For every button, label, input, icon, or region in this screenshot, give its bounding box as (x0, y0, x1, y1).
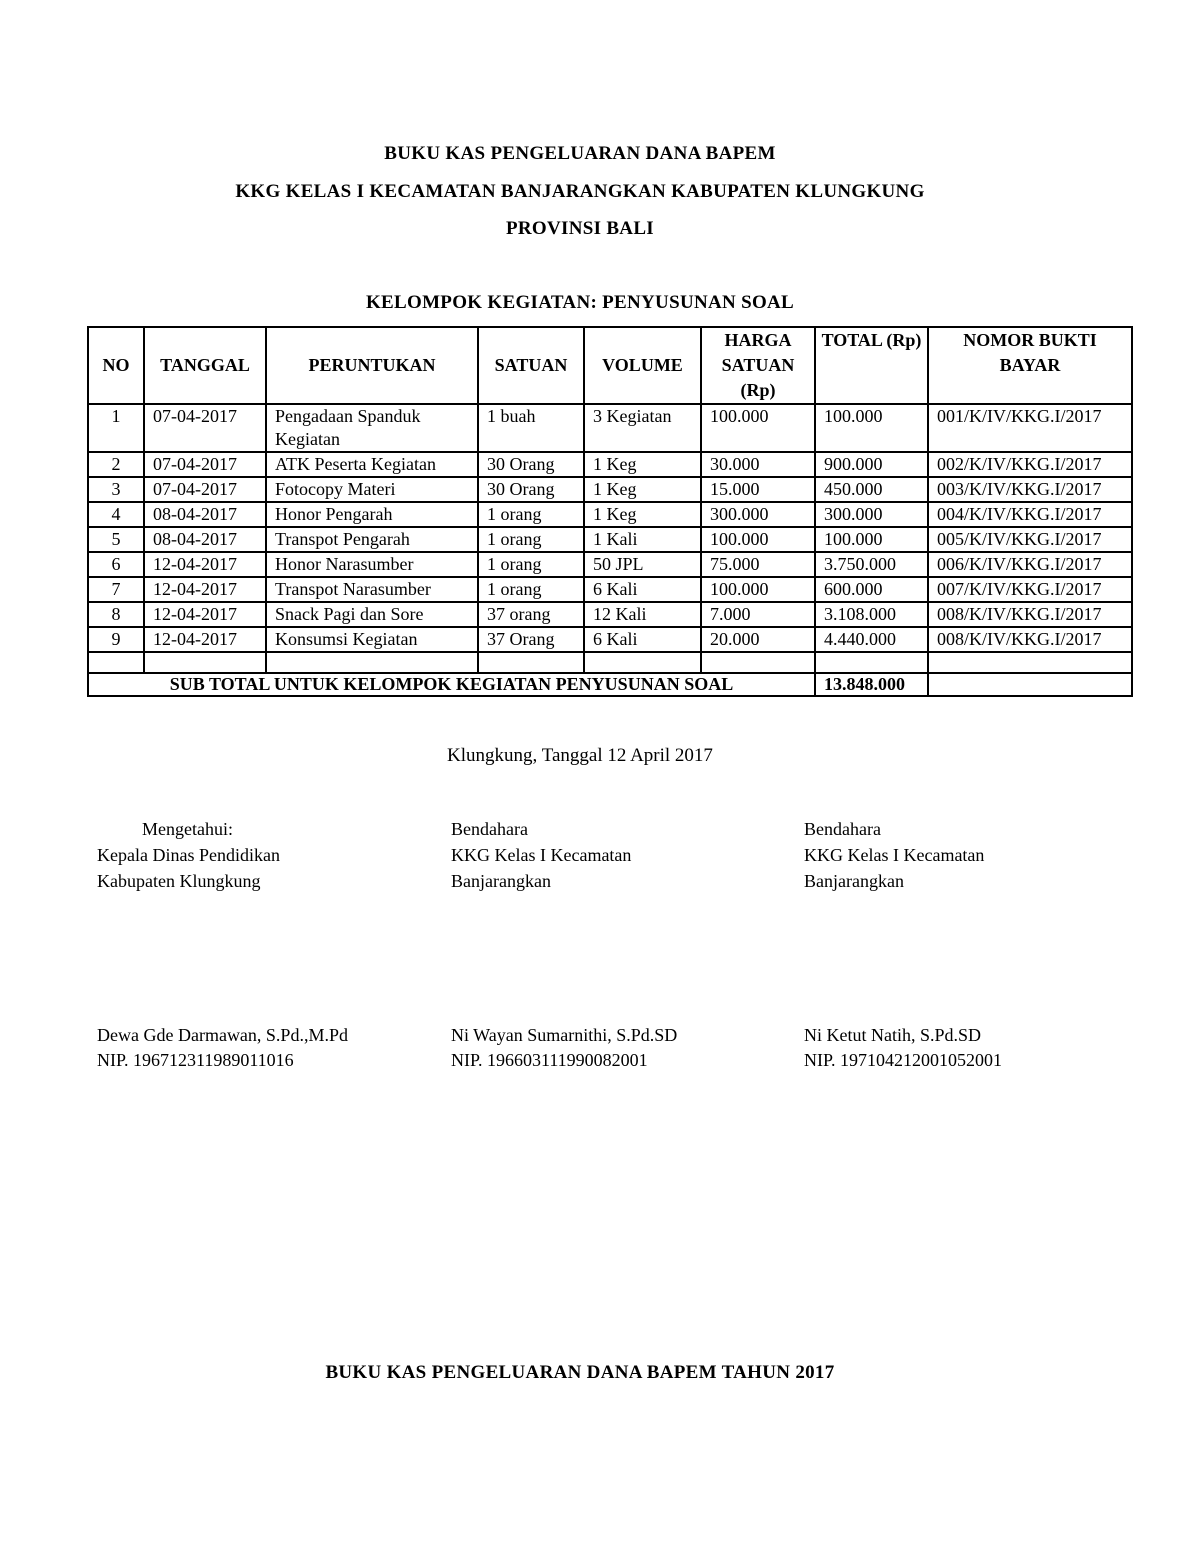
cell-satuan: 37 orang (478, 602, 584, 627)
col-header-volume: VOLUME (584, 327, 701, 404)
signature-block-bendahara-2 (804, 816, 984, 894)
cell-no: 9 (88, 627, 144, 652)
signatory-nip: NIP. 197104212001052001 (804, 1050, 1003, 1070)
cell-satuan: 1 orang (478, 552, 584, 577)
cell-peruntukan: Konsumsi Kegiatan (266, 627, 478, 652)
signature-role-line3: Banjarangkan (804, 871, 904, 891)
activity-group-title: KELOMPOK KEGIATAN: PENYUSUNAN SOAL (365, 292, 795, 313)
table-header-row (88, 327, 1132, 404)
cell-no: 6 (88, 552, 144, 577)
cell-nomor-bukti: 008/K/IV/KKG.I/2017 (928, 627, 1132, 652)
cell-harga-satuan: 15.000 (701, 477, 815, 502)
signature-role-line2: KKG Kelas I Kecamatan (804, 845, 985, 865)
cell-satuan: 1 buah (478, 404, 584, 452)
signature-block-kepala-dinas (97, 816, 280, 894)
cell-tanggal: 12-04-2017 (144, 552, 266, 577)
cell-peruntukan: ATK Peserta Kegiatan (266, 452, 478, 477)
signatory-name: Ni Ketut Natih, S.Pd.SD (804, 1025, 982, 1045)
signature-role-line1: Bendahara (451, 819, 528, 839)
cell-no: 4 (88, 502, 144, 527)
cell-total: 4.440.000 (815, 627, 928, 652)
table-row-empty (88, 652, 1132, 673)
expense-table (87, 326, 1133, 697)
cell-volume: 12 Kali (584, 602, 701, 627)
cell-tanggal: 07-04-2017 (144, 404, 266, 452)
col-header-no: NO (88, 327, 144, 404)
signature-role-line3: Banjarangkan (451, 871, 551, 891)
cell-total: 3.108.000 (815, 602, 928, 627)
cell-harga-satuan: 7.000 (701, 602, 815, 627)
cell-nomor-bukti: 005/K/IV/KKG.I/2017 (928, 527, 1132, 552)
cell-volume: 1 Kali (584, 527, 701, 552)
cell-nomor-bukti: 001/K/IV/KKG.I/2017 (928, 404, 1132, 452)
cell-peruntukan: Honor Pengarah (266, 502, 478, 527)
signatory-bendahara-2 (804, 1023, 1002, 1073)
col-header-satuan: SATUAN (478, 327, 584, 404)
cell-no: 2 (88, 452, 144, 477)
cell-harga-satuan: 100.000 (701, 527, 815, 552)
cell-no: 3 (88, 477, 144, 502)
cell-tanggal: 08-04-2017 (144, 502, 266, 527)
table-row (88, 552, 1132, 577)
cell-total: 450.000 (815, 477, 928, 502)
signatory-name: Dewa Gde Darmawan, S.Pd.,M.Pd (97, 1025, 348, 1045)
signature-role-line2: Kepala Dinas Pendidikan (97, 845, 280, 865)
table-row (88, 527, 1132, 552)
cell-volume: 1 Keg (584, 477, 701, 502)
cell-no: 8 (88, 602, 144, 627)
cell-no: 7 (88, 577, 144, 602)
cell-nomor-bukti: 007/K/IV/KKG.I/2017 (928, 577, 1132, 602)
cell-nomor-bukti: 002/K/IV/KKG.I/2017 (928, 452, 1132, 477)
cell-tanggal: 08-04-2017 (144, 527, 266, 552)
cell-nomor-bukti: 004/K/IV/KKG.I/2017 (928, 502, 1132, 527)
cell-volume: 1 Keg (584, 452, 701, 477)
cell-volume: 3 Kegiatan (584, 404, 701, 452)
cell-no: 5 (88, 527, 144, 552)
cell-satuan: 1 orang (478, 527, 584, 552)
signatory-name: Ni Wayan Sumarnithi, S.Pd.SD (451, 1025, 678, 1045)
col-header-peruntukan: PERUNTUKAN (266, 327, 478, 404)
footer-title: BUKU KAS PENGELUARAN DANA BAPEM TAHUN 2017 (325, 1362, 835, 1383)
cell-satuan: 37 Orang (478, 627, 584, 652)
cell-tanggal: 12-04-2017 (144, 627, 266, 652)
doc-title: BUKU KAS PENGELUARAN DANA BAPEM (384, 143, 776, 164)
cell-tanggal: 07-04-2017 (144, 452, 266, 477)
cell-harga-satuan: 20.000 (701, 627, 815, 652)
table-row (88, 577, 1132, 602)
cell-peruntukan: Snack Pagi dan Sore (266, 602, 478, 627)
signature-role-line2: KKG Kelas I Kecamatan (451, 845, 632, 865)
subtotal-label: SUB TOTAL UNTUK KELOMPOK KEGIATAN PENYUSUNAN SOAL (88, 673, 815, 696)
table-row (88, 502, 1132, 527)
cell-total: 3.750.000 (815, 552, 928, 577)
col-header-tanggal: TANGGAL (144, 327, 266, 404)
col-header-total: TOTAL (Rp) (815, 327, 928, 404)
cell-peruntukan: Honor Narasumber (266, 552, 478, 577)
signature-role-line3: Kabupaten Klungkung (97, 871, 261, 891)
cell-harga-satuan: 300.000 (701, 502, 815, 527)
table-row (88, 477, 1132, 502)
cell-harga-satuan: 100.000 (701, 404, 815, 452)
cell-nomor-bukti: 008/K/IV/KKG.I/2017 (928, 602, 1132, 627)
signatory-nip: NIP. 196712311989011016 (97, 1050, 294, 1070)
cell-peruntukan: Transpot Pengarah (266, 527, 478, 552)
cell-total: 100.000 (815, 404, 928, 452)
cell-total: 900.000 (815, 452, 928, 477)
cell-volume: 1 Keg (584, 502, 701, 527)
cell-harga-satuan: 100.000 (701, 577, 815, 602)
subtotal-value: 13.848.000 (815, 673, 928, 696)
cell-volume: 6 Kali (584, 577, 701, 602)
cell-total: 600.000 (815, 577, 928, 602)
cell-peruntukan: Fotocopy Materi (266, 477, 478, 502)
signatory-nip: NIP. 196603111990082001 (451, 1050, 648, 1070)
doc-province: PROVINSI BALI (505, 218, 654, 239)
col-header-nomor-bukti: NOMOR BUKTI BAYAR (928, 327, 1132, 404)
table-row (88, 627, 1132, 652)
cell-satuan: 30 Orang (478, 452, 584, 477)
signature-role-line1: Bendahara (804, 819, 881, 839)
doc-subtitle: KKG KELAS I KECAMATAN BANJARANGKAN KABUPATEN KLUNGKUNG (235, 181, 925, 202)
cell-harga-satuan: 75.000 (701, 552, 815, 577)
cell-satuan: 1 orang (478, 577, 584, 602)
signatory-kepala-dinas (97, 1023, 348, 1073)
cell-total: 300.000 (815, 502, 928, 527)
cell-volume: 6 Kali (584, 627, 701, 652)
cell-nomor-bukti: 006/K/IV/KKG.I/2017 (928, 552, 1132, 577)
cell-no: 1 (88, 404, 144, 452)
subtotal-empty-cell (928, 673, 1132, 696)
cell-total: 100.000 (815, 527, 928, 552)
signature-role-line1: Mengetahui: (142, 819, 233, 839)
cell-peruntukan: Transpot Narasumber (266, 577, 478, 602)
place-date: Klungkung, Tanggal 12 April 2017 (447, 745, 713, 766)
cell-tanggal: 07-04-2017 (144, 477, 266, 502)
cell-tanggal: 12-04-2017 (144, 577, 266, 602)
table-row (88, 602, 1132, 627)
col-header-harga-satuan: HARGA SATUAN (Rp) (701, 327, 815, 404)
cell-peruntukan: Pengadaan Spanduk Kegiatan (266, 404, 478, 452)
cell-nomor-bukti: 003/K/IV/KKG.I/2017 (928, 477, 1132, 502)
cell-satuan: 1 orang (478, 502, 584, 527)
cell-volume: 50 JPL (584, 552, 701, 577)
cell-harga-satuan: 30.000 (701, 452, 815, 477)
table-row (88, 452, 1132, 477)
cell-tanggal: 12-04-2017 (144, 602, 266, 627)
signature-block-bendahara-1 (451, 816, 631, 894)
cell-satuan: 30 Orang (478, 477, 584, 502)
subtotal-row (88, 673, 1132, 696)
table-row (88, 404, 1132, 452)
signatory-bendahara-1 (451, 1023, 677, 1073)
